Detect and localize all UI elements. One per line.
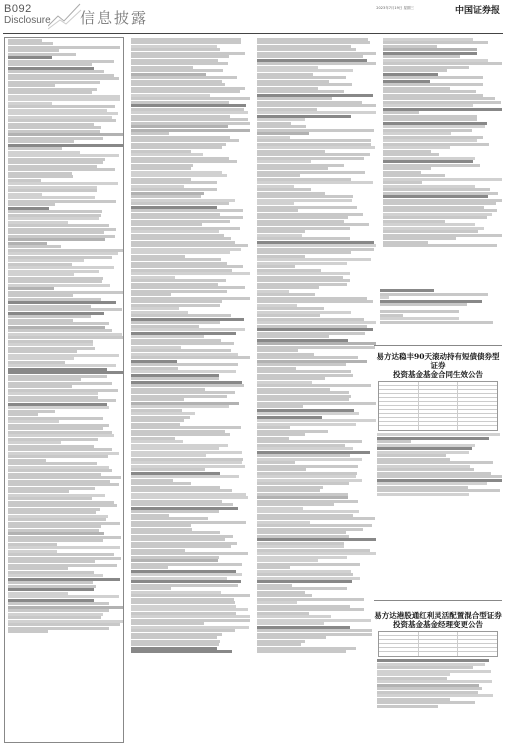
issue-date: 2023年7月19日 星期三 [376,6,414,10]
column-3 [254,37,376,743]
table-cell [419,418,459,421]
table-cell [379,386,419,389]
text-line [383,244,497,247]
table-cell [419,402,459,405]
text-line [377,705,438,708]
table-cell [419,422,459,425]
table-cell [458,648,497,651]
table-cell [458,644,497,647]
table-cell [458,422,497,425]
table-cell [458,402,497,405]
table-cell [379,418,419,421]
table-cell [379,390,419,393]
text-line [380,303,467,306]
column-1 [4,37,124,743]
table-cell [458,390,497,393]
table-cell [379,426,419,430]
column-4-text [380,37,502,327]
table-cell [419,636,459,639]
table-cell [458,398,497,401]
table-cell [419,632,459,635]
table-cell [379,422,419,425]
table-cell [419,640,459,643]
text-line [8,630,48,633]
notice-block-1 [374,345,502,500]
table-cell [379,382,419,385]
table-cell [379,648,419,651]
notice-2-table [378,631,498,657]
table-cell [419,382,459,385]
table-cell [419,390,459,393]
table-cell [419,414,459,417]
table-cell [419,652,459,656]
table-cell [458,640,497,643]
notice-1-table [378,381,498,431]
table-row [379,426,497,430]
table-cell [458,410,497,413]
table-cell [379,652,419,656]
table-cell [458,382,497,385]
table-cell [458,418,497,421]
table-cell [379,640,419,643]
text-line [377,493,469,496]
table-cell [419,648,459,651]
table-cell [419,386,459,389]
header-rule [3,33,503,34]
masthead [0,0,506,34]
column-2 [128,37,250,743]
notice-1-title-line-1: 易方达稳丰90天滚动持有短债债券型证券 [376,352,500,370]
table-cell [458,386,497,389]
text-line [257,650,346,653]
notice-2-title [374,611,502,629]
table-cell [419,644,459,647]
notice-1-body [374,433,502,496]
text-line [131,650,232,653]
text-line [380,293,488,296]
table-cell [379,406,419,409]
table-cell [458,414,497,417]
table-cell [419,394,459,397]
notice-1-title [374,352,502,379]
table-cell [458,426,497,430]
page-subtitle: Disclosure [4,15,51,26]
table-cell [458,406,497,409]
table-cell [458,632,497,635]
table-cell [419,398,459,401]
masthead-decoration-icon [48,2,82,30]
notice-2-title-line-1: 易方达港股通红利灵活配置混合型证券 [374,611,502,620]
wide-notice-text [380,285,502,333]
table-cell [379,414,419,417]
notice-2-body [374,659,502,708]
table-cell [419,426,459,430]
notice-block-2 [374,600,502,745]
table-row [379,652,497,656]
table-cell [458,636,497,639]
table-cell [419,410,459,413]
table-cell [419,406,459,409]
table-cell [458,652,497,656]
table-cell [379,644,419,647]
section-title: 信息披露 [80,9,149,27]
table-cell [379,636,419,639]
table-cell [379,632,419,635]
page-code: B092 [4,3,32,15]
table-cell [379,394,419,397]
table-cell [458,394,497,397]
table-cell [379,410,419,413]
notice-1-title-line-2: 投资基金基金合同生效公告 [393,370,483,379]
text-line [380,321,493,324]
table-cell [379,398,419,401]
table-cell [379,402,419,405]
notice-2-title-line-2: 投资基金基金经理变更公告 [393,620,483,629]
newspaper-logo: 中国证券报 [454,6,500,16]
